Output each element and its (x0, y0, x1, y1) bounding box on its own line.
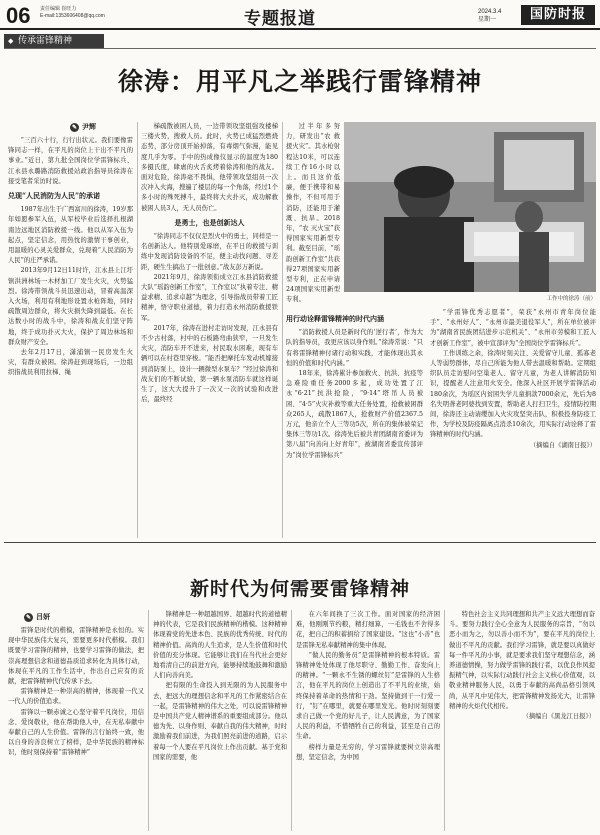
source-note: （摘编自《黑龙江日报》） (522, 713, 595, 721)
paragraph: 把有限的生命投入到无限的为人民服务中去，把远大的理想信念和平凡的工作紧密结合在一起，是雷锋精神的伟大之处，可以说雷锋精神是中国共产党人精神谱系的重要组成部分。他以德为先、以身作则、奉献自我的伟大精神，时时激励着我们前进，为我们照亮前进的道路，启示着每一个人要在平凡岗位上作出贡献。基于党和国家的需要，他 (153, 682, 287, 761)
article1-byline (70, 122, 96, 132)
paragraph: 1987年出生于广西富川的徐涛，19岁那年如愿参军入伍，从军校毕业后选择扎根湖南边远地区消防救援一线。他以从军入伍为起点，坚定信念，用热忱的激情干事创业，用温暖的心灵关爱群众，兑现着“人民消防为人民”的庄严承诺。 (8, 206, 133, 265)
page-header (0, 0, 600, 30)
article2-col1 (8, 626, 144, 831)
article1-col4 (430, 308, 596, 538)
article2-col4 (449, 610, 595, 831)
article2-title: 新时代为何需要雷锋精神 (189, 578, 410, 600)
article1-col1 (8, 136, 133, 538)
date-text: 2024.3.4 (478, 9, 502, 15)
article2-col2 (153, 610, 287, 831)
paragraph: 在六年间换了三次工作。面对国家的经济困难，他刚刚节约粮，精打细算，一毛钱也不舍得多花，把自己的积蓄捐给了国家建设。“这也”小善”也是雷锋无私奉献精神的集中体现。 (296, 611, 440, 649)
paragraph: “徐涛同志不仅仅是烈火中的勇士，同样是一名创新达人。他特别爱琢磨，在平日的救援与训练中发现消防设备的不足，便主动找问题、寻差距，硬生生搞出了一批创意。”战友彭万新说。 (141, 233, 278, 271)
article2-col3 (296, 610, 440, 831)
section-title: 专题报道 (244, 9, 316, 29)
editor-email: E-mail:1353606408@qq.com (40, 13, 105, 19)
topic-bar (4, 34, 596, 49)
editor-info (40, 6, 105, 20)
paragraph: 特色社会主义共同理想和共产主义远大理想而奋斗。要努力践行全心全意为人民服务的宗旨，“勿以恶小而为之，勿以善小而不为”，要在平凡的岗位上做出不平凡的贡献。我们学习雷锋，就是要以真做好每一件平凡的小事，就是要求我们坚守理想信念，涵养道德情操，努力做学雷锋的践行者，以优良作风提振精气神，以实际行动践行社会主义核心价值观，以敬业精神服务人民，以勇于奉献的高尚品格引领风尚，从平凡中见伟大，把雷锋精神发扬光大，让雷锋精神的火炬代代相传。 (449, 611, 595, 710)
weekday-text: 星期一 (478, 17, 497, 23)
paragraph: “三百六十行，行行出状元。我们要像雷锋同志一样，在平凡的岗位上干出不平凡的事业。”近日，第九批全国岗位学雷锋标兵、江永县永璐路消防救援站政治指导员徐涛在接受笔者采访时说。 (8, 137, 133, 185)
issue-date (478, 8, 501, 24)
paragraph: 18年来，徐涛累计参加救火、抗洪、抗疫等急难险重任务2000多起，成功处置了江永“6·21”抗洪抢险，“9·14”塔吊人员被困、“4·5”火灾补救等重大任务处置，抢救被困群众265人，疏散1867人，抢救财产价值2367.5万元，他亲立个人三等功5次，所在的集体被荣记集体三等功1次。徐涛先后被共青团湖南省委评为第八届“向善向上好青年”，被湖南省委宣传部评为“岗位学雷锋标兵” (286, 370, 423, 459)
author-icon: ✎ (25, 614, 32, 621)
editor-name: 责任编辑 崔旺力 (40, 6, 77, 12)
article1-col3b (286, 310, 423, 538)
paragraph: 去年2月17日，潇浦镇一民房发生火灾，有群众被困。徐涛赶到现场后，一边组织指战员利用拉梯、绳 (8, 349, 133, 377)
subheading: 是勇士，也是创新达人 (174, 217, 245, 227)
paragraph: 榜样力量是无穷的，学习雷锋就要树立崇高理想，坚定信念，为中国 (296, 743, 440, 761)
source-note: （摘编自《湖南日报》） (529, 441, 596, 449)
paragraph: 过半年多努力，研发出“农 救援火灾”。其水枪射程达10米，可以连续工作16小时以上。而且这价低廉，便于携带和易操作，不但可用于消防，还能用于灌溉、抗旱。2018年，“农 灭火宝”获得国家实用新型专利。截至目前，“瑶韵创新工作室”共获得27项国家实用新型专利，正在申请24项国家实用新型专利。 (286, 123, 340, 304)
paragraph: “消防救援人员是新时代的‘逆行者’，作为大队的指导员，我更应该以身作则。”徐涛常说：“只有将雷锋精神付诸行动和实践，才能体现出其永恒的价值和时代内涵。” (286, 329, 423, 367)
firefighter-photo (344, 122, 596, 292)
article1-photo (344, 122, 596, 292)
section-divider (4, 542, 596, 543)
paragraph: 2021年9月，徐涛领衔成立江永县消防救援大队“瑶韵创新工作室”，工作室以“执着专注、精益求精、追求卓越”为理念，引导指战员带着工匠精神，悟守职业道德，着力打造永州消防救援铁军。 (141, 273, 278, 322)
paragraph: 锋精神是一种超越国界、超越时代的道德精神的代表，它是我们民族精神的楷模。这种精神体现着党的先进本色、民族的优秀传统、时代的精神价值。高尚的人生追求，是人生价值和时代价值的充分体现。它能够让我们在当代社会更好地看清自己的前进方向，能够持续地鼓舞和激励人们向善向美。 (153, 611, 287, 680)
article2-byline (24, 612, 50, 622)
article2-author: 吕妍 (36, 612, 50, 621)
paragraph: 2013年9月12日11时许，江永县上江圩镇洪洲林场一木材加工厂发生火灾，火势猛烈。徐涛带领战斗员迅速出动，冒着高温深入火场，利用有利地形设置水枪阵地，同时疏散周边群众，将火灾损失降到最低。在长达数小时的战斗中，徐涛和战友们坚守阵地，终于成功扑灭大火，保护了周边林场和群众财产安全。 (8, 267, 133, 346)
topic-bar-label: ◆ 传承雷锋精神 (4, 34, 104, 48)
paragraph: 雷锋精神是一种崇高的精神，体现着一代又一代人的价值追求。 (8, 688, 144, 706)
paragraph: 梯疏散被困人员，一边带领攻坚组强攻楼梯三楼火势，搜救人员。此时，火势已成猛烈燃烧态势，部分房顶开始掉落，有毒烟气弥漫，能见度几乎为零。手中的热成像仪显示的温度为180多摄氏度，肆虐的火舌炙烤着徐涛和他的战友。面对危险，徐涛毫不畏惧，他带领攻坚组员一次次冲入火海，搜遍了楼层的每一个角落，经过1个多小时的殊死搏斗，最终将大火扑灭，成功解救被困人员3人，无人员伤亡。 (141, 123, 278, 212)
photo-caption: 工作中的徐涛（前） (546, 296, 596, 302)
paragraph: 雷锋是时代的楷模，雷锋精神是永恒的。实现中华民族伟大复兴，需要更多时代楷模。我们既要学习雷锋的精神，也要学习雷锋的做法，把崇高理想信念和道德品质追求转化为具体行动，体现在平凡的工作生活中，作出自己应有的贡献，把雷锋精神代代传承下去。 (8, 627, 144, 686)
article1-title: 徐涛：用平凡之举践行雷锋精神 (117, 67, 482, 96)
paragraph: “学雷锋优秀志愿者”，荣获“永州市青年岗位能手”、“永州好人”、“永州市最美退役军人”，所在单位被评为“湖南省民族团结进步示范机关”、“永州市劳模和工匠人才创新工作室”，被中宣部评为“全国岗位学雷锋标兵”。 (430, 309, 596, 347)
paragraph: 工作训练之余，徐涛时刻关注、关爱留守儿童、孤寡老人等弱势群体，尽自己所能为他人带去温暖和帮助。定期组织队员走访慰问空巢老人、留守儿童，为老人讲解消防知识，提醒老人注意用火安全。他深入社区开展学雷锋活动180余次，为瑶区内贫困失学儿童捐款7000余元，先后为8名失明聋老阿婆找到安置，帮助老人打扫卫生，疫情防控期间，徐涛还主动请缨加入火灾攻坚突击队，积极投身防疫工作，为学校及防疫隔离点消杀10余次，用实际行动诠释了雷锋精神的时代内涵。 (430, 349, 596, 439)
subheading: 用行动诠释雷锋精神的时代内涵 (286, 314, 384, 323)
paragraph: 2017年，徐涛在进村走访时发现，江永县有不少古村落，村中的石板路弯曲狭窄，一旦发生火灾，消防车开不进来，村民取水困难，现有车辆可以在村巷里穿梭。“能否把摩托车发动机嫁接到消防泵上，设计一辆微型水泵车？”经过徐涛和战友们的不断试验，第一辆水泵消防车就这样诞生了，这大大提升了一次又一次的试验和改进后，最终经 (141, 324, 278, 404)
paragraph: “做人民的勤务员”是雷锋精神的根本特质。雷锋精神处处体现了他尽职守、勤勤工作、奋发向上的精神。“一颗永不生锈的螺丝钉”是雷锋的人生格言，他在平凡的岗位上创造出了不平凡的业绩，始终保持着革命的热情和干劲。坚持做到干一行爱一行，“钉”在哪里，就要在哪里发光。他时时刻刻要求自己做一个党的好儿子，让人民满意，为了国家人民的利益，不惜牺牲自己的利益，甚至是自己的生命。 (296, 651, 440, 741)
article1-col2 (141, 122, 278, 538)
paragraph: 雷锋以一颗赤诚之心坚守着平凡岗位，用信念、爱岗敬业，他在帮助他人中，在无私奉献中奉献自己的人生价值。雷锋的言行始终一致，他以自身的善良树立了榜样，是中华民族的精神标识，他时刻保持着“雷锋精神” (8, 708, 144, 757)
article1-author: 尹辉 (82, 122, 96, 131)
page-number: 06 (6, 3, 31, 28)
article1-col3a (286, 122, 340, 308)
newspaper-logo: 国防时报 (521, 5, 595, 25)
author-icon: ✎ (71, 124, 78, 131)
subheading: 兑现“人民消防为人民”的承诺 (8, 191, 101, 201)
